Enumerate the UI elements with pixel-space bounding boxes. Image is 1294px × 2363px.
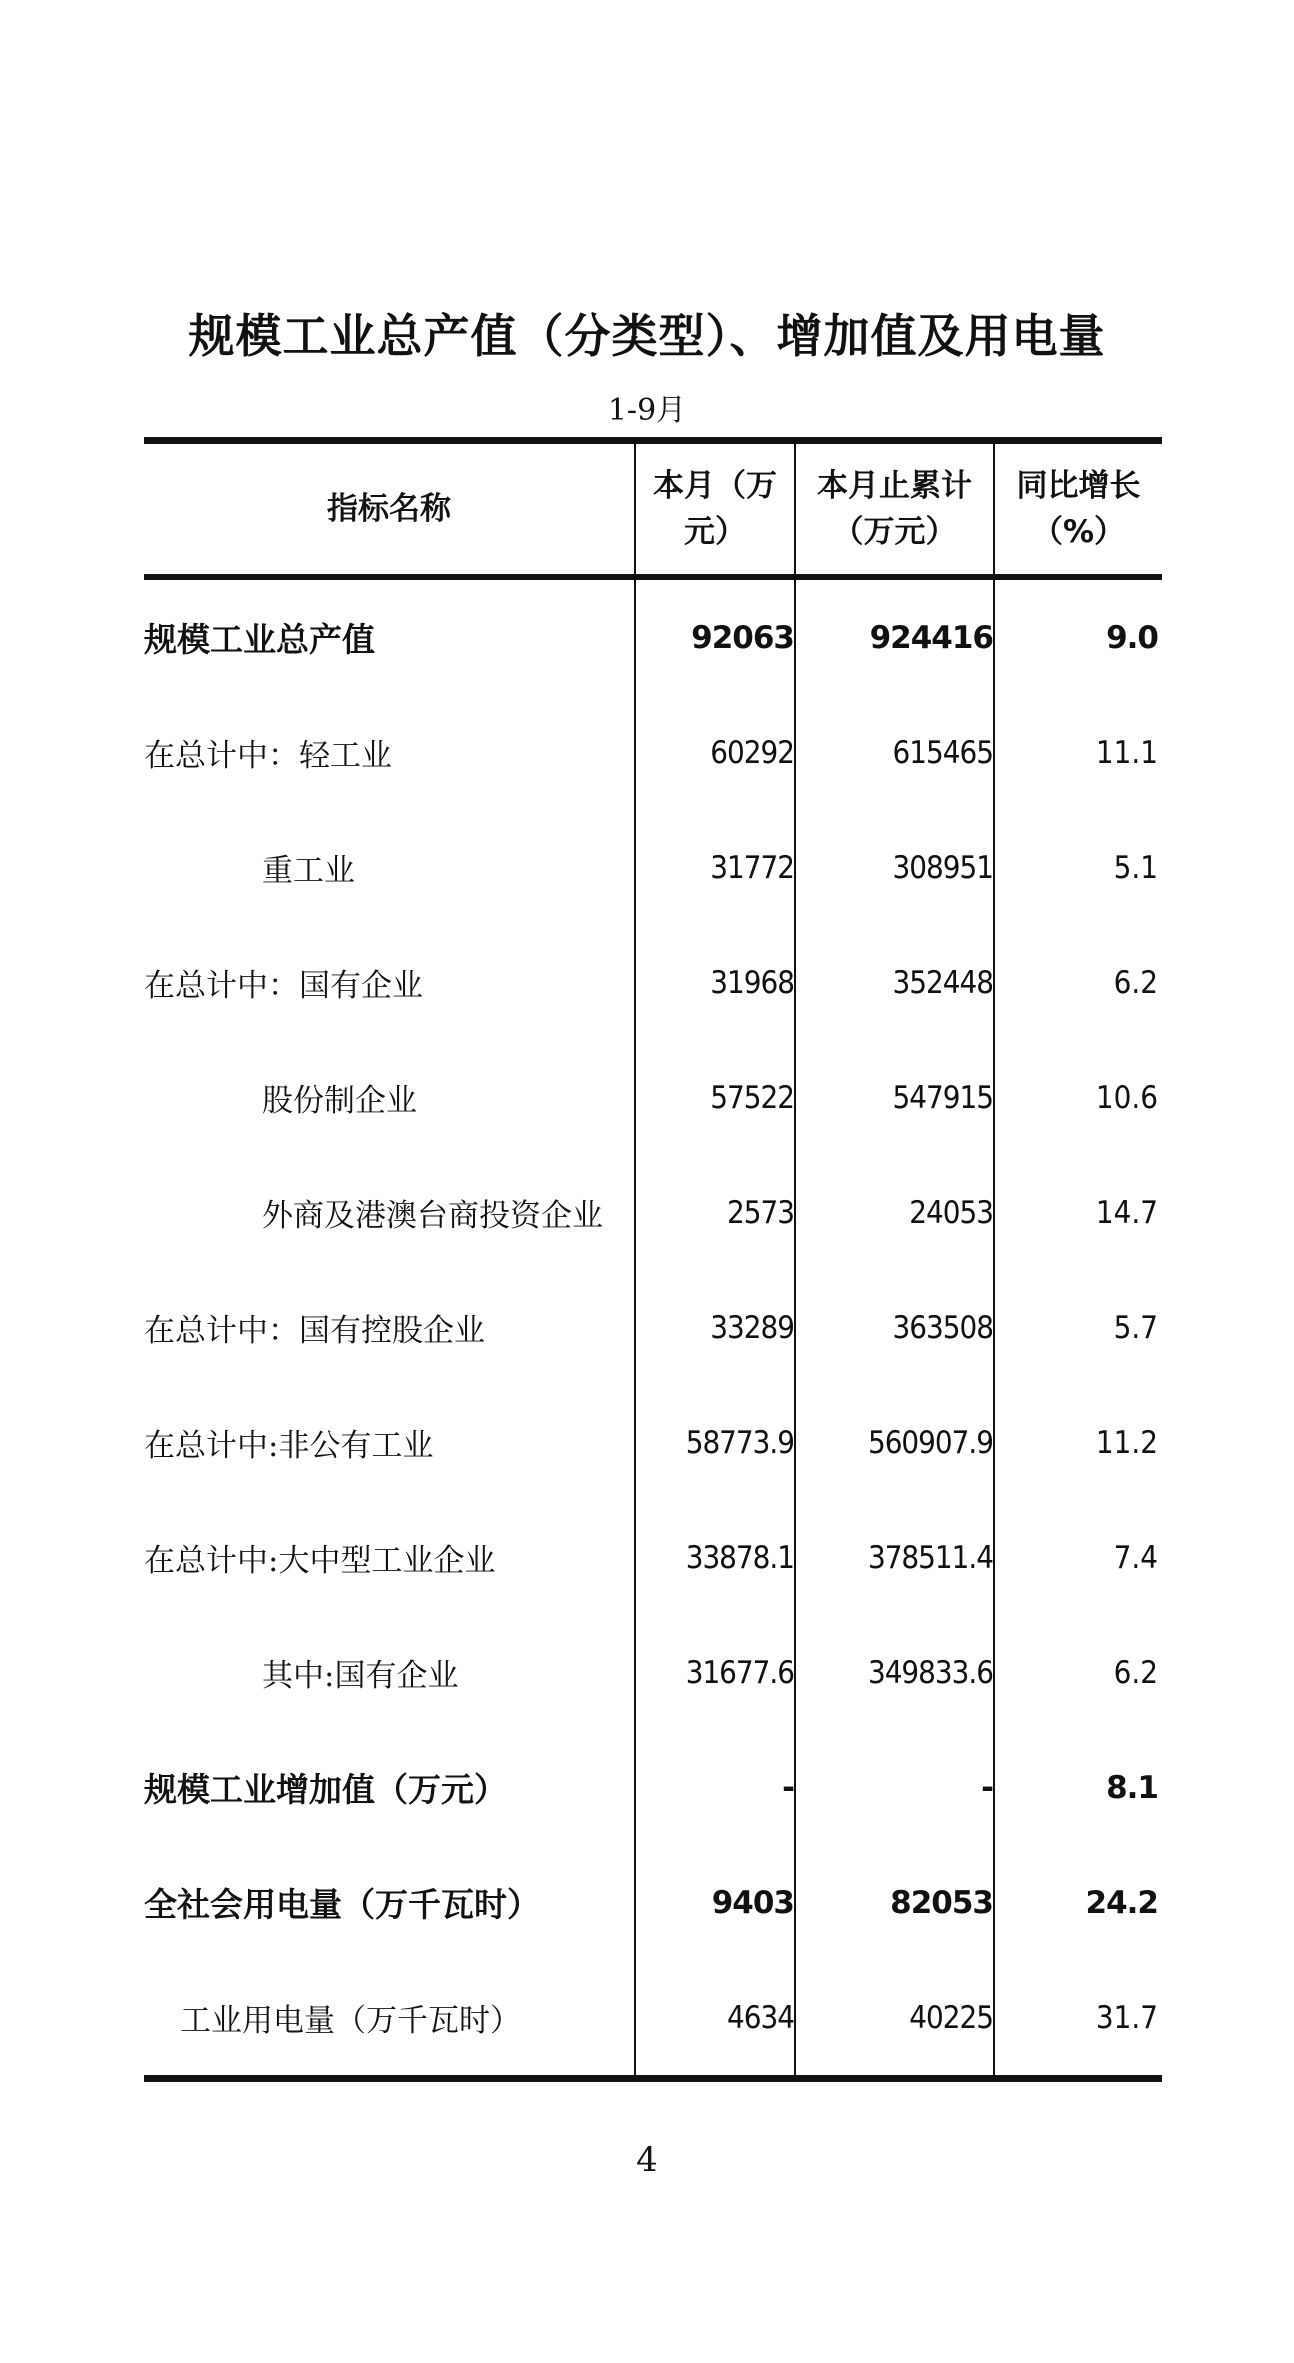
- row-name: 规模工业总产值: [144, 620, 375, 659]
- table-row: [144, 925, 1162, 1040]
- row-current: 31968: [635, 925, 795, 1040]
- industrial-output-table: [144, 437, 1162, 2082]
- row-growth: 11.1: [994, 695, 1162, 810]
- table-row: [144, 1040, 1162, 1155]
- table-row: [144, 1730, 1162, 1845]
- row-cumulative: 378511.4: [795, 1500, 994, 1615]
- row-growth: 14.7: [994, 1155, 1162, 1270]
- row-current: 58773.9: [635, 1385, 795, 1500]
- row-cumulative: 308951: [795, 810, 994, 925]
- row-cumulative: 24053: [795, 1155, 994, 1270]
- row-cumulative: 547915: [795, 1040, 994, 1155]
- row-cumulative: 352448: [795, 925, 994, 1040]
- period-subtitle: 1-9月: [607, 393, 687, 428]
- row-current: 33878.1: [635, 1500, 795, 1615]
- row-cumulative: 560907.9: [795, 1385, 994, 1500]
- row-current: 57522: [635, 1040, 795, 1155]
- table-row: [144, 1385, 1162, 1500]
- row-growth: 10.6: [994, 1040, 1162, 1155]
- row-growth: 24.2: [994, 1845, 1162, 1960]
- row-growth: 9.0: [994, 577, 1162, 695]
- row-name: 在总计中：国有控股企业: [144, 1313, 485, 1349]
- row-cumulative: 40225: [795, 1960, 994, 2079]
- table-row: [144, 1960, 1162, 2079]
- row-name: 全社会用电量（万千瓦时）: [144, 1885, 540, 1924]
- row-name: 重工业: [262, 853, 355, 889]
- row-current: 31772: [635, 810, 795, 925]
- row-cumulative: 82053: [795, 1845, 994, 1960]
- row-current: 92063: [635, 577, 795, 695]
- header-yoy-growth: 同比增长（%）: [994, 441, 1162, 578]
- row-name: 股份制企业: [262, 1083, 417, 1119]
- table-row: [144, 695, 1162, 810]
- row-name: 外商及港澳台商投资企业: [262, 1198, 603, 1234]
- row-current: 33289: [635, 1270, 795, 1385]
- table-row: [144, 810, 1162, 925]
- row-growth: 7.4: [994, 1500, 1162, 1615]
- row-current: 4634: [635, 1960, 795, 2079]
- row-name: 规模工业增加值（万元）: [144, 1770, 507, 1809]
- table-row: [144, 1155, 1162, 1270]
- header-cumulative: 本月止累计（万元）: [795, 441, 994, 578]
- row-name: 在总计中：轻工业: [144, 738, 392, 774]
- page-number: 4: [636, 2140, 658, 2180]
- row-current: 60292: [635, 695, 795, 810]
- row-growth: 5.1: [994, 810, 1162, 925]
- row-cumulative: -: [795, 1730, 994, 1845]
- row-cumulative: 615465: [795, 695, 994, 810]
- row-name: 在总计中:非公有工业: [144, 1428, 434, 1464]
- row-growth: 11.2: [994, 1385, 1162, 1500]
- row-current: 2573: [635, 1155, 795, 1270]
- row-name: 工业用电量（万千瓦时）: [180, 2003, 521, 2039]
- row-current: 9403: [635, 1845, 795, 1960]
- header-indicator-name: 指标名称: [144, 441, 635, 578]
- table-row: [144, 1270, 1162, 1385]
- row-cumulative: 349833.6: [795, 1615, 994, 1730]
- table-row: [144, 577, 1162, 695]
- page-title: 规模工业总产值（分类型）、增加值及用电量: [188, 309, 1106, 363]
- row-growth: 5.7: [994, 1270, 1162, 1385]
- row-current: -: [635, 1730, 795, 1845]
- row-name: 其中:国有企业: [262, 1658, 459, 1694]
- row-growth: 8.1: [994, 1730, 1162, 1845]
- row-cumulative: 363508: [795, 1270, 994, 1385]
- table-row: [144, 1845, 1162, 1960]
- row-growth: 6.2: [994, 925, 1162, 1040]
- table-row: [144, 1615, 1162, 1730]
- table-row: [144, 1500, 1162, 1615]
- row-current: 31677.6: [635, 1615, 795, 1730]
- row-name: 在总计中：国有企业: [144, 968, 423, 1004]
- row-growth: 31.7: [994, 1960, 1162, 2079]
- row-cumulative: 924416: [795, 577, 994, 695]
- table-header-row: [144, 441, 1162, 578]
- row-growth: 6.2: [994, 1615, 1162, 1730]
- row-name: 在总计中:大中型工业企业: [144, 1543, 496, 1579]
- header-current-month: 本月（万元）: [635, 441, 795, 578]
